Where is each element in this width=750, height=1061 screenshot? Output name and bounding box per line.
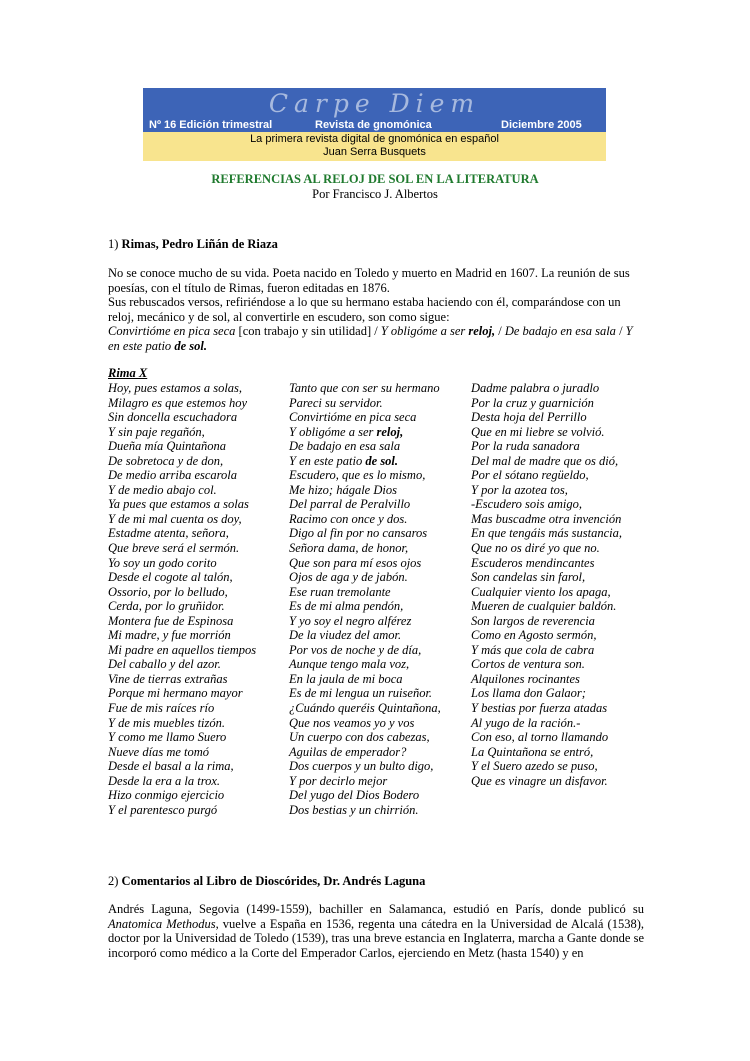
section-1-heading (108, 237, 278, 252)
quote-part: Y en este patio (108, 324, 633, 353)
poem-line: Del caballo y del azor. (108, 657, 221, 672)
poem-line: Alquilones rocinantes (471, 671, 580, 686)
poem-line: Me hizo; hágale Dios (289, 482, 397, 497)
poem-line: Desta hoja del Perrillo (471, 410, 587, 425)
poem-line: Cerda, por lo gruñidor. (108, 599, 225, 614)
poem-line: Que breve será el sermón. (108, 541, 240, 556)
section-2-book-title: Anatomica Methodus (108, 916, 216, 931)
poem-line: Son largos de reverencia (471, 613, 595, 628)
poem-line: Fue de mis raíces río (108, 701, 215, 716)
quote-part: / (495, 324, 505, 338)
section-2-paragraph (108, 902, 644, 960)
poem-line: Con eso, al torno llamando (471, 730, 609, 745)
poem-line: Como en Agosto sermón, (471, 628, 597, 643)
poem-line: Del parral de Peralvillo (289, 497, 411, 512)
poem-line: En que tengáis más sustancia, (471, 526, 623, 541)
poem-line: Cortos de ventura son. (471, 657, 585, 672)
poem-line: De medio arriba escarola (108, 468, 238, 483)
poem-line: Que no os diré yo que no. (471, 541, 600, 556)
poem-line: Ya pues que estamos a solas (108, 497, 249, 512)
poem-line: Escuderos mendincantes (471, 555, 595, 570)
poem-line: Dos cuerpos y un bulto digo, (289, 759, 434, 774)
poem-line: Porque mi hermano mayor (108, 686, 243, 701)
poem-line: Vine de tierras extrañas (108, 671, 228, 686)
quote-part: de sol. (174, 338, 207, 353)
poem-line: Milagro es que estemos hoy (108, 395, 248, 410)
section-1-paragraph-2: Sus rebuscados versos, refiriéndose a lo que su hermano estaba haciendo con él, comparándose con un reloj, mecánico y de sol, al convertirle en escudero, son como sigue: (108, 295, 621, 324)
poem-line: Convirtióme en pica seca (289, 410, 417, 425)
poem-line: Y de mi mal cuenta os doy, (108, 511, 242, 526)
poem-line: Es de mi alma pendón, (289, 599, 404, 614)
poem-line: Que es vinagre un disfavor. (471, 773, 608, 788)
poem-line: Por la cruz y guarnición (471, 395, 594, 410)
poem-line: De la viudez del amor. (289, 628, 402, 643)
poem-line: Desde el basal a la rima, (108, 759, 234, 774)
poem-line: Y de mis muebles tizón. (108, 715, 226, 730)
section-1-title: Rimas, Pedro Liñán de Riaza (121, 237, 278, 251)
poem-line: La Quintañona se entró, (471, 744, 594, 759)
poem-line: Aunque tengo mala voz, (289, 657, 410, 672)
quote-part: [con trabajo y sin utilidad] / (235, 324, 381, 338)
section-1-quote (108, 324, 644, 353)
poem-line-bold: de sol. (365, 453, 399, 468)
poem-line: ¿Cuándo queréis Quintañona, (289, 701, 441, 716)
quote-part: Convirtióme en pica seca (108, 324, 236, 338)
section-2-number: 2) (108, 874, 122, 888)
masthead (143, 88, 606, 161)
poem-line: Cualquier viento los apaga, (471, 584, 611, 599)
poem-line: Nueve días me tomó (108, 744, 210, 759)
issue-info (149, 117, 600, 131)
magazine-name: Revista de gnomónica (315, 119, 432, 131)
poem-line: Ese ruan tremolante (289, 584, 391, 599)
poem-line: Y por decirlo mejor (289, 773, 388, 788)
poem-line: Sin doncella escuchadora (108, 410, 238, 425)
poem-line: Un cuerpo con dos cabezas, (289, 730, 430, 745)
poem-line: De badajo en esa sala (289, 439, 401, 454)
poem-line: Y como me llamo Suero (108, 730, 227, 745)
poem-line: Mueren de cualquier baldón. (471, 599, 617, 614)
poem-line: Tanto que con ser su hermano (289, 381, 440, 395)
poem-line: Dos bestias y un chirrión. (289, 802, 419, 817)
poem-line: Ossorio, por lo belludo, (108, 584, 228, 599)
poem-line: -Escudero sois amigo, (471, 497, 582, 512)
article-author: Por Francisco J. Albertos (312, 187, 438, 201)
poem-line: Aguilas de emperador? (289, 744, 407, 759)
poem-line: Desde la era a la trox. (108, 773, 221, 788)
issue-number: Nº 16 Edición trimestral (149, 119, 273, 131)
masthead-banner (143, 88, 606, 132)
poem-line: Por la ruda sanadora (471, 439, 580, 454)
poem-line: Yo soy un godo corito (108, 555, 217, 570)
poem-line: Mas buscadme otra invención (471, 511, 622, 526)
magazine-logo: Carpe Diem (268, 89, 481, 118)
poem-line: Los llama don Galaor; (471, 686, 586, 701)
section-2-heading (108, 874, 425, 889)
poem-line: Y de medio abajo col. (108, 482, 217, 497)
poem-line: Y más que cola de cabra (471, 642, 595, 657)
poem-column-3 (471, 381, 622, 788)
poem-column-2-part-a (289, 381, 441, 425)
masthead-subtitle (143, 132, 606, 161)
poem-line (289, 425, 441, 440)
poem-line-bold: reloj, (376, 424, 404, 439)
poem-line: Hoy, pues estamos a solas, (108, 381, 243, 395)
poem-line: Señora dama, de honor, (289, 541, 409, 556)
quote-part: De badajo en esa sala (504, 324, 616, 338)
quote-part: Y obligóme a ser (380, 324, 469, 338)
poem-line: Que nos veamos yo y vos (289, 715, 415, 730)
poem-line: Son candelas sin farol, (471, 570, 586, 585)
poem-column-2-part-b (289, 468, 441, 817)
quote-part: / (615, 324, 626, 338)
poem-line: Pareci su servidor. (289, 395, 383, 410)
poem-line: Desde el cogote al talón, (108, 570, 233, 585)
poem-line-text: Y obligóme a ser (289, 424, 377, 439)
poem-line: Y por la azotea tos, (471, 482, 568, 497)
poem-line-text: Y en este patio (289, 453, 366, 468)
section-2-text: Andrés Laguna, Segovia (1499-1559), bachiller en Salamanca, estudió en París, donde publicó su (108, 902, 644, 916)
poem-line: Por vos de noche y de día, (289, 642, 422, 657)
poem-line: Mi padre en aquellos tiempos (108, 642, 257, 657)
poem-column-2 (289, 381, 441, 817)
section-1-number: 1) (108, 237, 122, 251)
poem-line: Escudero, que es lo mismo, (289, 468, 426, 483)
section-2-text: , vuelve a España en 1536, regenta una cátedra en la Universidad de Alcalá (1538), doctor por la Universidad de Toledo (1539), tras una breve estancia en Inglaterra, marcha a Gante donde se incorporó como médico a la Corte del Emperador Carlos, ejerciendo en Metz (hasta 1540) y en (108, 916, 644, 960)
poem-line: Y yo soy el negro alférez (289, 613, 412, 628)
poem-line: Dadme palabra o juradlo (471, 381, 600, 395)
poem-line: Estadme atenta, señora, (108, 526, 229, 541)
poem-line: Y el Suero azedo se puso, (471, 759, 598, 774)
poem-line: Que en mi liebre se volvió. (471, 424, 605, 439)
poem-line: Por el sótano regüeldo, (471, 468, 589, 483)
poem-line: Es de mi lengua un ruiseñor. (289, 686, 433, 701)
poem-line: Y bestias por fuerza atadas (471, 701, 608, 716)
rima-title: Rima X (108, 366, 148, 380)
poem-line: Al yugo de la ración.- (471, 715, 581, 730)
poem-line: Del yugo del Dios Bodero (289, 788, 420, 803)
poem-line: Y sin paje regañón, (108, 424, 205, 439)
editor-name: Juan Serra Busquets (323, 146, 426, 158)
poem-line: Del mal de madre que os dió, (471, 453, 619, 468)
poem-column-1 (108, 381, 256, 817)
tagline: La primera revista digital de gnomónica en español (250, 133, 499, 145)
section-1-paragraph-1: No se conoce mucho de su vida. Poeta nacido en Toledo y muerto en Madrid en 1607. La reunión de sus poesías, con el título de Rimas, fueron editadas en 1876. (108, 266, 630, 295)
issue-date: Diciembre 2005 (501, 119, 582, 131)
poem-line: Montera fue de Espinosa (108, 613, 234, 628)
poem-line: Mi madre, y fue morrión (108, 628, 231, 643)
poem-line: Ojos de aga y de jabón. (289, 570, 408, 585)
poem-line: Digo al fin por no cansaros (289, 526, 428, 541)
poem-line (289, 454, 441, 469)
poem-line: Hizo conmigo ejercicio (108, 788, 225, 803)
section-2-title: Comentarios al Libro de Dioscórides, Dr. Andrés Laguna (121, 874, 426, 888)
poem-line: Que son para mí esos ojos (289, 555, 422, 570)
quote-part: reloj, (468, 324, 496, 338)
poem-line: En la jaula de mi boca (289, 671, 403, 686)
poem-line: Y el parentesco purgó (108, 802, 218, 817)
poem-line: De sobretoca y de don, (108, 453, 224, 468)
poem-line: Dueña mía Quintañona (108, 439, 227, 454)
article-title: REFERENCIAS AL RELOJ DE SOL EN LA LITERATURA (211, 172, 539, 186)
poem-line: Racimo con once y dos. (289, 511, 408, 526)
